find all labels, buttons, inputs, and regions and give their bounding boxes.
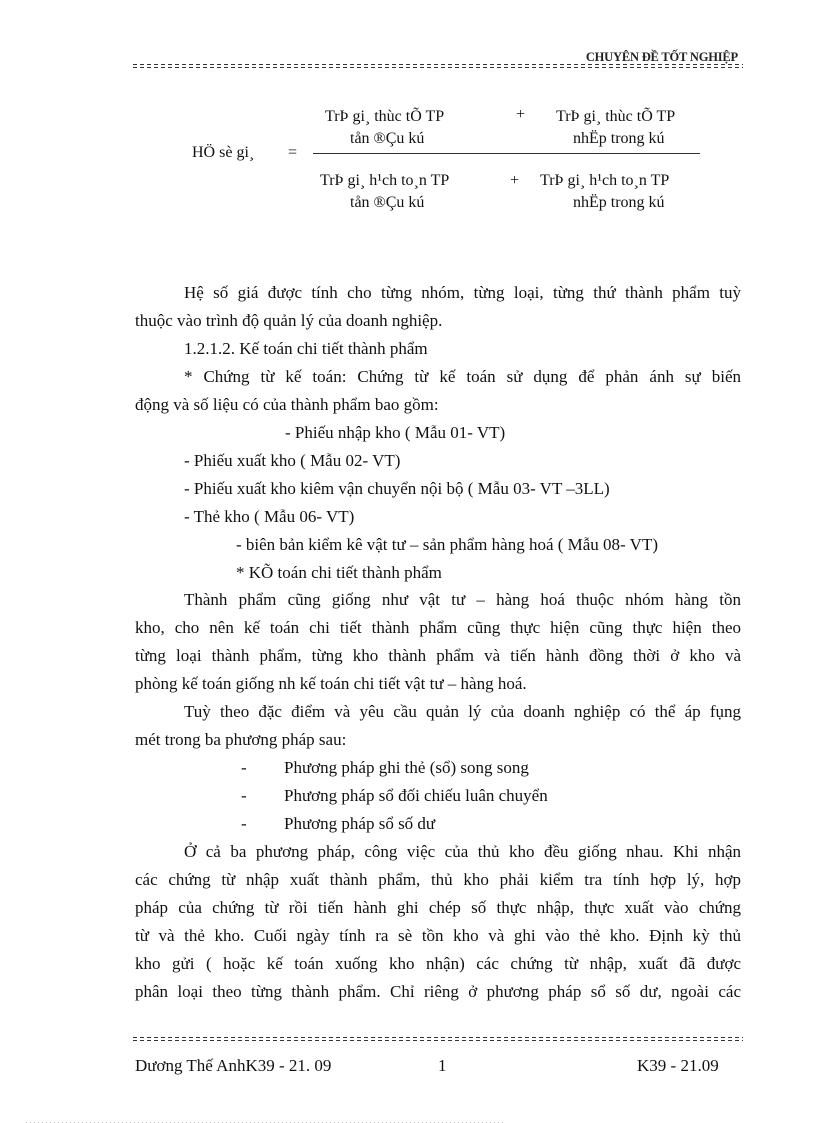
footer-divider xyxy=(133,1037,743,1042)
document-item: - Phiếu xuất kho kiêm vận chuyển nội bộ ( Mẫu 03- VT –3LL) xyxy=(184,479,610,498)
formula-equals: = xyxy=(288,144,298,161)
paragraph-1-line-2: thuộc vào trình độ quản lý của doanh nghiệp. xyxy=(135,311,443,330)
header-title: CHUYÊN ĐỀ TỐT NGHIỆP xyxy=(585,50,738,64)
denominator-term1-line2: tån ®Çu kú xyxy=(350,194,425,211)
denominator-plus: + xyxy=(510,172,520,189)
paragraph-3-line-3: từng loại thành phẩm, từng kho thành phẩm và tiến hành đồng thời ở kho và xyxy=(135,646,741,665)
method-item: Phương pháp ghi thẻ (sổ) song song xyxy=(284,758,529,777)
paragraph-1-line-1: Hệ số giá được tính cho từng nhóm, từng loại, từng thứ thành phẩm tuỳ xyxy=(184,283,741,302)
paragraph-5-line-6: phân loại theo từng thành phẩm. Chỉ riêng ở phương pháp sổ số dư, ngoài các xyxy=(135,982,741,1001)
paragraph-2-line-1: * Chứng từ kế toán: Chứng từ kế toán sử dụng để phản ánh sự biến xyxy=(184,367,741,386)
paragraph-5-line-5: kho gửi ( hoặc kế toán xuống kho nhận) các chứng từ nhập, xuất đã được xyxy=(135,954,741,973)
paragraph-3-line-1: Thành phẩm cũng giống như vật tư – hàng hoá thuộc nhóm hàng tồn xyxy=(184,590,741,609)
price-coefficient-formula xyxy=(0,0,816,230)
numerator-plus: + xyxy=(516,106,526,123)
document-item: - biên bản kiểm kê vật tư – sản phẩm hàng hoá ( Mẫu 08- VT) xyxy=(236,535,658,554)
denominator-term2-line1: TrÞ gi¸ h¹ch to¸n TP xyxy=(540,172,670,189)
paragraph-5-line-3: pháp của chứng từ rồi tiến hành ghi chép số thực nhập, thực xuất vào chứng xyxy=(135,898,741,917)
numerator-term1-line2: tån ®Çu kú xyxy=(350,130,425,147)
subheading: * KÕ toán chi tiết thành phẩm xyxy=(236,563,442,582)
footer-class-code: K39 - 21.09 xyxy=(637,1056,719,1075)
numerator-term1-line1: TrÞ gi¸ thùc tÕ TP xyxy=(325,108,445,125)
paragraph-4-line-2: mét trong ba phương pháp sau: xyxy=(135,730,347,749)
footer-author: Dương Thế AnhK39 - 21. 09 xyxy=(135,1056,332,1075)
bullet-dash: - xyxy=(241,786,247,805)
paragraph-5-line-2: các chứng từ nhập xuất thành phẩm, thủ kho phải kiểm tra tính hợp lý, hợp xyxy=(135,870,741,889)
bullet-dash: - xyxy=(241,814,247,833)
numerator-term2-line2: nhËp trong kú xyxy=(573,130,665,147)
paragraph-3-line-2: kho, cho nên kế toán chi tiết thành phẩm cũng thực hiện cũng thực hiện theo xyxy=(135,618,741,637)
paragraph-5-line-1: Ở cả ba phương pháp, công việc của thủ kho đều giống nhau. Khi nhận xyxy=(184,842,741,861)
paragraph-4-line-1: Tuỳ theo đặc điểm và yêu cầu quản lý của doanh nghiệp có thể áp fụng xyxy=(184,702,741,721)
denominator-term1-line1: TrÞ gi¸ h¹ch to¸n TP xyxy=(320,172,450,189)
method-item: Phương pháp sổ số dư xyxy=(284,814,436,833)
page-number: 1 xyxy=(438,1056,447,1075)
document-item: - Phiếu xuất kho ( Mẫu 02- VT) xyxy=(184,451,401,470)
denominator-term2-line2: nhËp trong kú xyxy=(573,194,665,211)
section-heading: 1.2.1.2. Kế toán chi tiết thành phẩm xyxy=(184,339,428,358)
paragraph-3-line-4: phòng kế toán giống nh kế toán chi tiết vật tư – hàng hoá. xyxy=(135,674,527,693)
document-item: - Phiếu nhập kho ( Mẫu 01- VT) xyxy=(285,423,506,442)
numerator-term2-line1: TrÞ gi¸ thùc tÕ TP xyxy=(556,108,676,125)
paragraph-5-line-4: từ và thẻ kho. Cuối ngày tính ra sè tồn kho và ghi vào thẻ kho. Định kỳ thủ xyxy=(135,926,741,945)
document-item: - Thẻ kho ( Mẫu 06- VT) xyxy=(184,507,355,526)
bullet-dash: - xyxy=(241,758,247,777)
fraction-bar xyxy=(313,153,700,154)
method-item: Phương pháp sổ đối chiếu luân chuyển xyxy=(284,786,548,805)
paragraph-2-line-2: động và số liệu có của thành phẩm bao gồm: xyxy=(135,395,439,414)
formula-lhs: HÖ sè gi¸ xyxy=(192,144,255,161)
